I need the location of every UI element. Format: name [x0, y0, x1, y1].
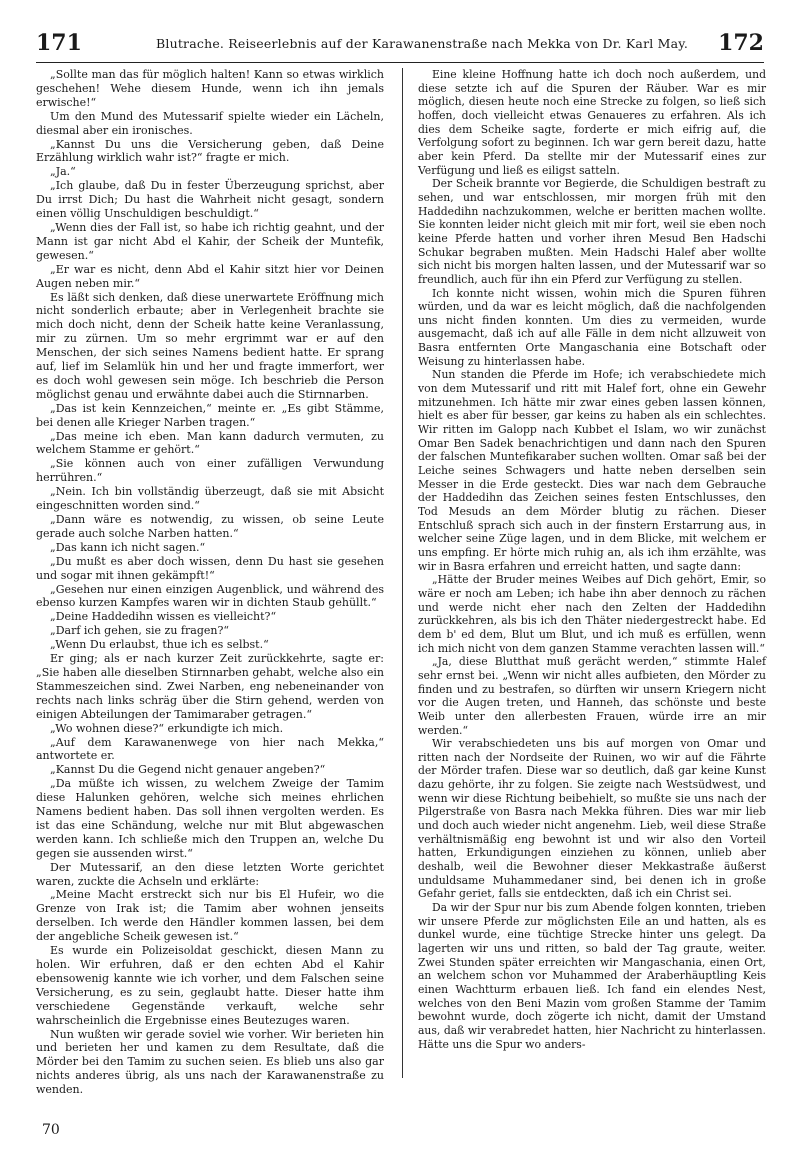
paragraph: Um den Mund des Mutessarif spielte wieder ein Lächeln, diesmal aber ein ironisches. [36, 109, 384, 137]
paragraph: Eine kleine Hoffnung hatte ich doch noch außerdem, und diese setzte ich auf die Spuren der Räuber. War es mir möglich, diesen heute noch eine Strecke zu folgen, so ließ sich hoffen, doch vielleicht etwas Genaueres zu erfahren. Als ich dies dem Scheike sagte, forderte er mich eifrig auf, die Verfolgung sofort zu beginnen. Ich war gern bereit dazu, hatte aber kein Pferd. Da stellte mir der Mutessarif eines zur Verfügung und ließ es eiligst satteln. [418, 68, 766, 177]
paragraph: „Ja, diese Blutthat muß gerächt werden,“ stimmte Halef sehr ernst bei. „Wenn wir nicht alles aufbieten, den Mörder zu finden und zu bestrafen, so dürften wir unsern Kriegern nicht vor die Augen treten, und Hanneh, das schönste und beste Weib unter den allerbesten Frauen, würde irre an mir werden.“ [418, 655, 766, 737]
paragraph: Der Mutessarif, an den diese letzten Worte gerichtet waren, zuckte die Achseln und erklärte: [36, 860, 384, 888]
paragraph: „Darf ich gehen, sie zu fragen?“ [50, 624, 229, 638]
paragraph: „Das meine ich eben. Man kann dadurch vermuten, zu welchem Stamme er gehört.“ [36, 429, 384, 457]
paragraph: „Gesehen nur einen einzigen Augenblick, und während des ebenso kurzen Kampfes waren wir in dichten Staub gehüllt.“ [36, 582, 384, 610]
paragraph: Es läßt sich denken, daß diese unerwartete Eröffnung mich nicht sonderlich erbaute; aber in Verlegenheit brachte sie mich doch nicht, denn der Scheik hatte keine Veranlassung, mir zu zürnen. Um so mehr ergrimmt war er auf den Menschen, der sich seines Namens bedient hatte. Er sprang auf, lief im Selamlük hin und her und fragte immerfort, wer es doch wohl gewesen sein möge. Ich beschrieb die Person möglichst genau und erwähnte dabei auch die Stirnnarben. [36, 290, 384, 401]
paragraph: Es wurde ein Polizeisoldat geschickt, diesen Mann zu holen. Wir erfuhren, daß er den echten Abd el Kahir ebensowenig kannte wie ich vorher, und dem Falschen seine Versicherung, es zu sein, geglaubt hatte. Dieser hatte ihm verschiedene Gegenstände verkauft, welche sehr wahrscheinlich die Ergebnisse eines Beutezuges waren. [36, 944, 384, 1027]
paragraph: „Ich glaube, daß Du in fester Überzeugung sprichst, aber Du irrst Dich; Du hast die Wahrheit nicht gesagt, sondern einen völlig Unschuldigen beschuldigt.“ [36, 179, 384, 221]
paragraph: „Kannst Du uns die Versicherung geben, daß Deine Erzählung wirklich wahr ist?“ fragte er mich. [36, 137, 384, 165]
paragraph: „Sie können auch von einer zufälligen Verwundung herrühren.“ [36, 457, 384, 485]
paragraph: „Deine Haddedihn wissen es vielleicht?“ [50, 610, 277, 624]
paragraph: Da wir der Spur nur bis zum Abende folgen konnten, trieben wir unsere Pferde zur möglichsten Eile an und hatten, als es dunkel wurde, eine tüchtige Strecke hinter uns gelegt. Da lagerten wir uns und ritten, so bald der Tag graute, weiter. Zwei Stunden später erreichten wir Mangaschania, einen Ort, an welchem schon vor Muhammed der Araberhäuptling Keis einen Wachtturm erbauen ließ. Ich fand ein elendes Nest, welches von den Beni Mazin vom großen Stamme der Tamim bewohnt wurde, doch zögerte ich nicht, damit der Umstand aus, daß wir verabredet hatten, hier Nachricht zu hinterlassen. Hätte uns die Spur wo anders- [418, 901, 766, 1051]
paragraph: „Das kann ich nicht sagen.“ [50, 540, 206, 554]
paragraph: „Auf dem Karawanenwege von hier nach Mekka,“ antwortete er. [36, 735, 384, 763]
paragraph: „Hätte der Bruder meines Weibes auf Dich gehört, Emir, so wäre er noch am Leben; ich habe ihn aber dennoch zu rächen und werde nicht eher nach den Zelten der Haddedihn zurückkehren, als bis ich den Thäter niedergestreckt habe. Ed dem b' ed dem, Blut um Blut, und ich muß es erfüllen, wenn ich mich nicht von dem ganzen Stamme verachten lassen will.“ [418, 573, 766, 655]
paragraph: „Kannst Du die Gegend nicht genauer angeben?“ [50, 763, 326, 777]
paragraph: „Dann wäre es notwendig, zu wissen, ob seine Leute gerade auch solche Narben hatten.“ [36, 513, 384, 540]
header-rule [36, 62, 764, 63]
page-number-right: 172 [718, 30, 764, 56]
page-number-left: 171 [36, 30, 82, 56]
paragraph: Wir verabschiedeten uns bis auf morgen von Omar und ritten nach der Nordseite der Ruinen, wo wir auf die Fährte der Mörder trafen. Diese war so deutlich, daß gar keine Kunst dazu gehörte, ihr zu folgen. Sie zeigte nach Westsüdwest, und wenn wir diese Richtung beibehielt, so mußte sie uns nach der Pilgerstraße von Basra nach Mekka führen. Dies war mir lieb und doch auch wieder nicht angenehm. Lieb, weil diese Straße verhältnismäßig eng bewohnt ist und wir also den Vorteil hatten, Erkundigungen einziehen zu können, unlieb aber deshalb, weil die Bewohner dieser Mekkastraße äußerst unduldsame Muhammedaner sind, bei denen ich in große Gefahr geriet, falls sie entdeckten, daß ich ein Christ sei. [418, 737, 766, 901]
paragraph: Der Scheik brannte vor Begierde, die Schuldigen bestraft zu sehen, und war entschlossen, mir morgen früh mit den Haddedihn nachzukommen, welche er beritten machen wollte. Sie konnten leider nicht gleich mit mir fort, weil sie eben noch keine Pferde hatten und vorher ihren Mesud Ben Hadschi Schukar begraben mußten. Mein Hadschi Halef aber wollte sich nicht bis morgen halten lassen, und der Mutessarif war so freundlich, auch für ihn ein Pferd zur Verfügung zu stellen. [418, 177, 766, 286]
running-header [36, 30, 764, 60]
paragraph: Er ging; als er nach kurzer Zeit zurückkehrte, sagte er: „Sie haben alle dieselben Stirnnarben gehabt, welche also ein Stammeszeichen sind. Zwei Narben, eng nebeneinander von rechts nach links schräg über die Stirn gehend, werden von einigen Abteilungen der Tamimaraber getragen.“ [36, 652, 384, 721]
paragraph: „Nein. Ich bin vollständig überzeugt, daß sie mit Absicht eingeschnitten worden sind.“ [36, 485, 384, 513]
paragraph: „Wenn dies der Fall ist, so habe ich richtig geahnt, und der Mann ist gar nicht Abd el Kahir, der Scheik der Muntefik, gewesen.“ [36, 220, 384, 262]
paragraph: „Da müßte ich wissen, zu welchem Zweige der Tamim diese Halunken gehören, welche sich meines ehrlichen Namens bedient haben. Das soll ihnen vergolten werden. Es ist das eine Schändung, welche nur mit Blut abgewaschen werden kann. Ich schließe mich den Truppen an, welche Du gegen sie aussenden wirst.“ [36, 777, 384, 860]
paragraph: „Du mußt es aber doch wissen, denn Du hast sie gesehen und sogar mit ihnen gekämpft!“ [36, 554, 384, 582]
left-text-column [36, 68, 384, 1097]
right-text-column [418, 68, 766, 1051]
running-title: Blutrache. Reiseerlebnis auf der Karawanenstraße nach Mekka von Dr. Karl May. [156, 36, 689, 51]
paragraph: „Er war es nicht, denn Abd el Kahir sitzt hier vor Deinen Augen neben mir.“ [36, 262, 384, 290]
column-divider [402, 68, 403, 1078]
footer-page-number: 70 [42, 1122, 60, 1138]
paragraph: „Sollte man das für möglich halten! Kann so etwas wirklich geschehen! Wehe diesem Hunde, wenn ich ihn jemals erwische!“ [36, 68, 384, 109]
paragraph: „Wo wohnen diese?“ erkundigte ich mich. [50, 721, 284, 735]
paragraph: „Das ist kein Kennzeichen,“ meinte er. „Es gibt Stämme, bei denen alle Krieger Narben tragen.“ [36, 401, 384, 429]
paragraph: Ich konnte nicht wissen, wohin mich die Spuren führen würden, und da war es leicht möglich, daß die nachfolgenden uns nicht finden konnten. Um dies zu vermeiden, wurde ausgemacht, daß ich auf alle Fälle in dem nicht allzuweit von Basra entfernten Orte Mangaschania eine Botschaft oder Weisung zu hinterlassen habe. [418, 286, 766, 368]
paragraph: „Ja.“ [50, 165, 76, 179]
paragraph: „Meine Macht erstreckt sich nur bis El Hufeir, wo die Grenze von Irak ist; die Tamim aber wohnen jenseits derselben. Ich werde den Händler kommen lassen, bei dem der angebliche Scheik gewesen ist.“ [36, 888, 384, 944]
paragraph: Nun standen die Pferde im Hofe; ich verabschiedete mich von dem Mutessarif und ritt mit Halef fort, ohne ein Gewehr mitzunehmen. Ich hätte mir zwar eines geben lassen können, hielt es aber für besser, gar keins zu haben als ein schlechtes. Wir ritten im Galopp nach Kubbet el Islam, wo wir zunächst Omar Ben Sadek benachrichtigen und dann nach den Spuren der falschen Muntefikaraber suchen wollten. Omar saß bei der Leiche seines Schwagers und hatte neben derselben sein Messer in die Erde gesteckt. Dies war nach dem Gebrauche der Haddedihn das Zeichen seines festen Entschlusses, den Tod Mesuds an dem Mörder blutig zu rächen. Dieser Entschluß sprach sich auch in der finstern Erstarrung aus, in welcher seine Züge lagen, und in dem Blicke, mit welchem er uns empfing. Er hörte mich ruhig an, als ich ihm erzählte, was wir in Basra erfahren und erreicht hatten, und sagte dann: [418, 368, 766, 573]
paragraph: „Wenn Du erlaubst, thue ich es selbst.“ [50, 638, 269, 652]
paragraph: Nun wußten wir gerade soviel wie vorher. Wir berieten hin und berieten her und kamen zu dem Resultate, daß die Mörder bei den Tamim zu suchen seien. Es blieb uns also gar nichts anderes übrig, als uns nach der Karawanenstraße zu wenden. [36, 1027, 384, 1097]
